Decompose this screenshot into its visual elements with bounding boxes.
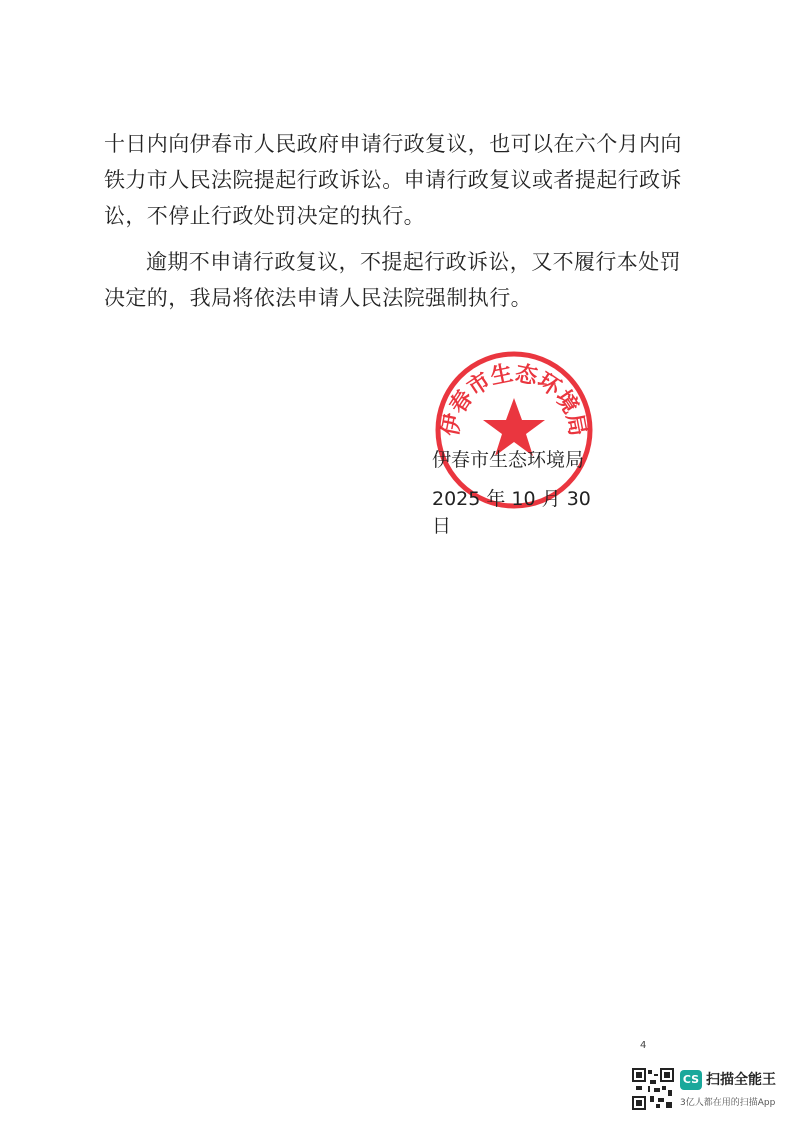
body-paragraph-1: 十日内向伊春市人民政府申请行政复议，也可以在六个月内向铁力市人民法院提起行政诉讼。申请行政复议或者提起行政诉讼，不停止行政处罚决定的执行。 — [104, 132, 682, 228]
seal-text: 伊春市生态环境局 — [438, 361, 590, 439]
page-number: 4 — [640, 1040, 647, 1051]
watermark-tagline: 3亿人都在用的扫描App — [680, 1098, 776, 1108]
signature-organization: 伊春市生态环境局 — [432, 449, 585, 471]
watermark-brand: 扫描全能王 — [706, 1072, 776, 1088]
camscanner-logo-icon: CS — [680, 1070, 702, 1090]
scanner-watermark — [632, 1068, 782, 1112]
body-paragraph-2: 逾期不申请行政复议，不提起行政诉讼，又不履行本处罚决定的，我局将依法申请人民法院强制执行。 — [104, 250, 681, 310]
signature-date: 2025 年 10 月 30 日 — [432, 488, 591, 537]
qr-code-icon — [632, 1068, 674, 1110]
